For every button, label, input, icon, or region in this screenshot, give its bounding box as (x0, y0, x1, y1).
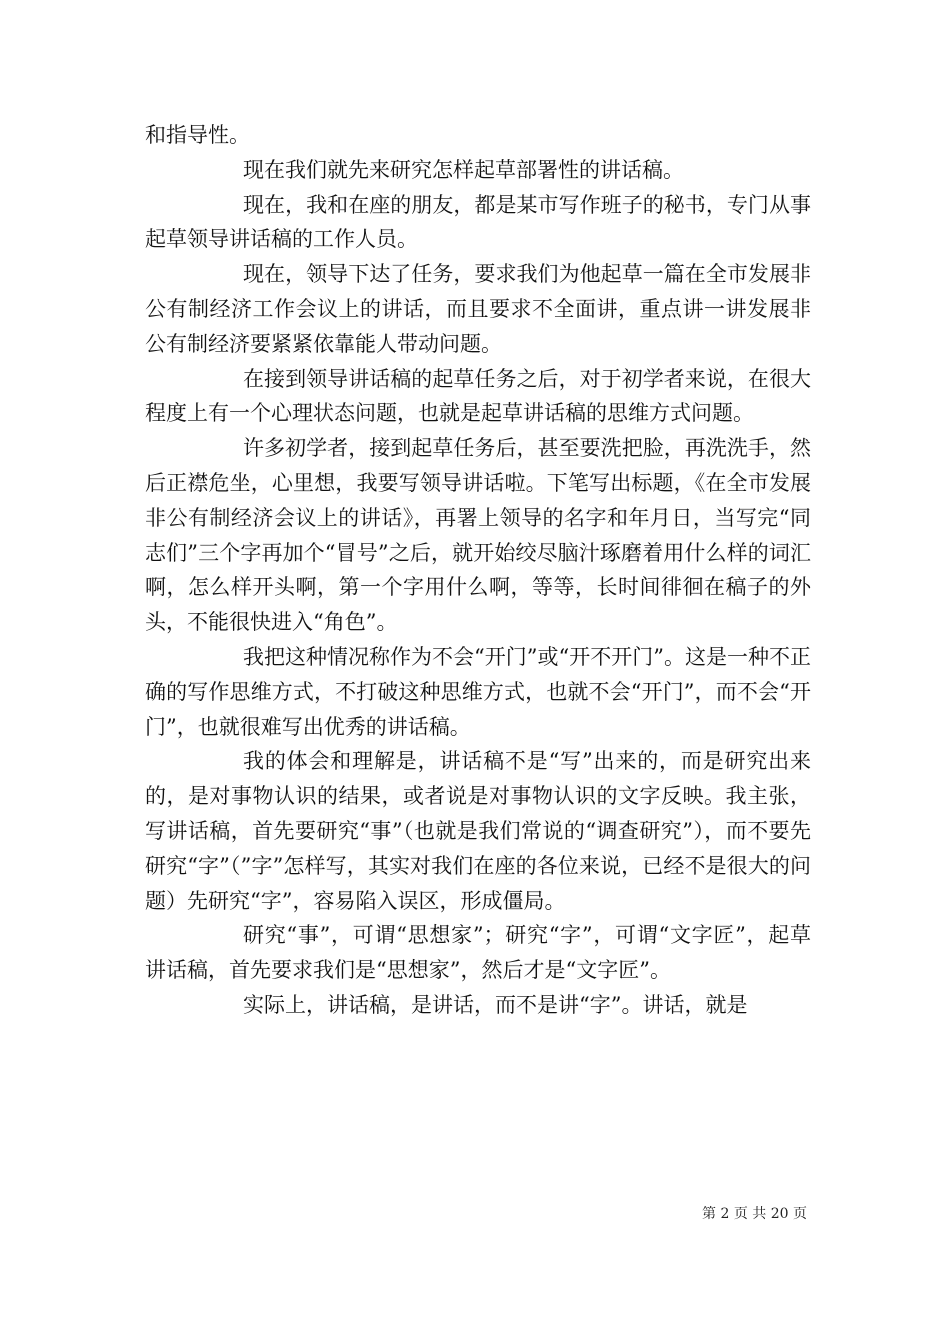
paragraph: 实际上，讲话稿，是讲话，而不是讲“字”。讲话，就是 (243, 992, 748, 1017)
paragraph: 现在我们就先来研究怎样起草部署性的讲话稿。 (243, 157, 684, 182)
paragraph: 研究“事”，可谓“思想家”；研究“字”，可谓“文字匠”，起草讲话稿，首先要求我们是“思想家”，然后才是“文字匠”。 (145, 923, 811, 983)
paragraph: 现在，领导下达了任务，要求我们为他起草一篇在全市发展非公有制经济工作会议上的讲话，而且要求不全面讲，重点讲一讲发展非公有制经济要紧紧依靠能人带动问题。 (145, 262, 811, 356)
paragraph-continuation: 和指导性。 (145, 123, 250, 147)
paragraph: 许多初学者，接到起草任务后，甚至要洗把脸，再洗洗手，然后正襟危坐，心里想，我要写领导讲话啦。下笔写出标题，《在全市发展非公有制经济会议上的讲话》，再署上领导的名字和年月日，当写完“同志们”三个字再加个“冒号”之后，就开始绞尽脑汁琢磨着用什么样的词汇啊，怎么样开头啊，第一个字用什么啊，等等，长时间徘徊在稿子的外头，不能很快进入“角色”。 (145, 436, 811, 635)
paragraph: 在接到领导讲话稿的起草任务之后，对于初学者来说，在很大程度上有一个心理状态问题，也就是起草讲话稿的思维方式问题。 (145, 366, 811, 426)
document-body (145, 118, 811, 1023)
paragraph: 我把这种情况称作为不会“开门”或“开不开门”。这是一种不正确的写作思维方式，不打破这种思维方式，也就不会“开门”，而不会“开门”，也就很难写出优秀的讲话稿。 (145, 644, 811, 739)
paragraph: 我的体会和理解是，讲话稿不是“写”出来的，而是研究出来的，是对事物认识的结果，或者说是对事物认识的文字反映。我主张，写讲话稿，首先要研究“事”（也就是我们常说的“调查研究”），而不要先研究“字”（”字”怎样写，其实对我们在座的各位来说，已经不是很大的问题）先研究“字”，容易陷入误区，形成僵局。 (145, 749, 811, 913)
page-number-footer: 第 2 页 共 20 页 (702, 1206, 807, 1222)
paragraph: 现在，我和在座的朋友，都是某市写作班子的秘书，专门从事起草领导讲话稿的工作人员。 (145, 192, 811, 252)
